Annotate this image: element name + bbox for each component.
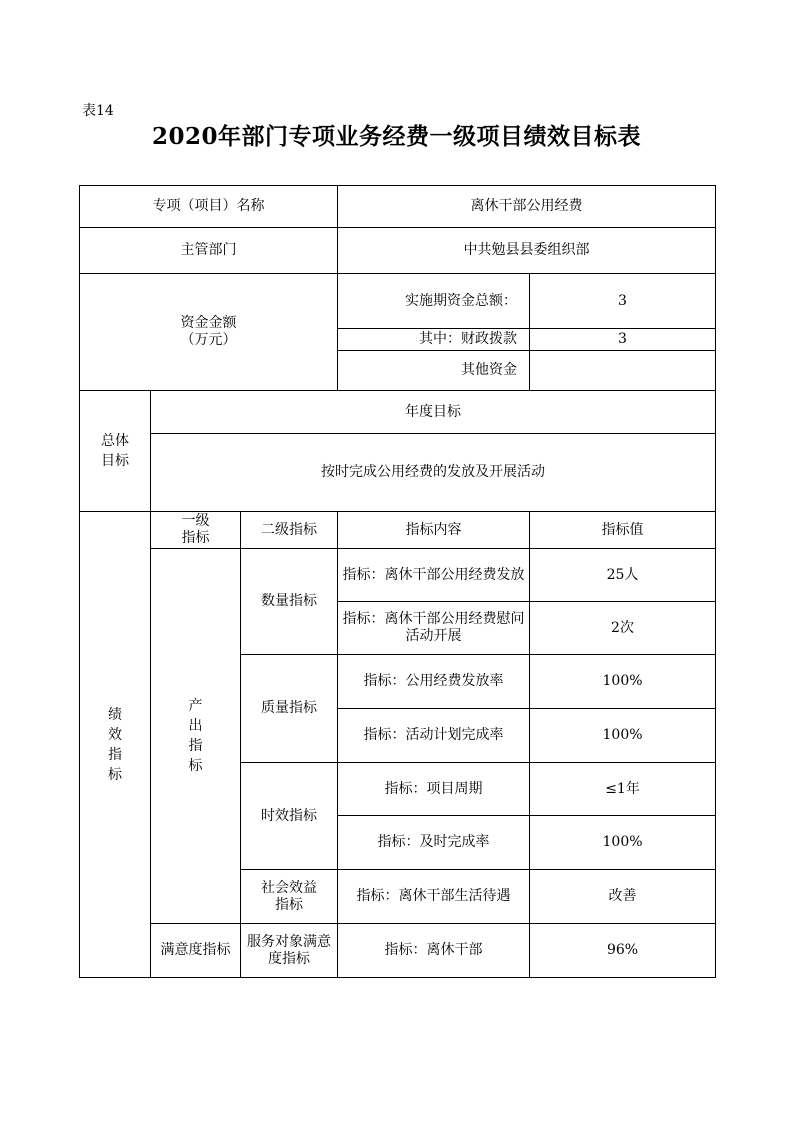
department-value: 中共勉县县委组织部: [338, 228, 716, 274]
indicator-value: 2次: [530, 602, 716, 655]
col-content-header: 指标内容: [338, 512, 530, 549]
indicator-value: 改善: [530, 870, 716, 924]
fund-amount-label: [80, 274, 338, 391]
overall-target-label: 总体目标: [80, 391, 151, 512]
fund-total-label: 实施期资金总额：: [338, 274, 530, 329]
quality-indicator-label: 质量指标: [241, 655, 338, 763]
indicator-value: 100%: [530, 709, 716, 763]
project-name-label: 专项（项目）名称: [80, 186, 338, 228]
satisfaction-indicator-label: 满意度指标: [151, 924, 241, 978]
project-name-value: 离休干部公用经费: [338, 186, 716, 228]
indicator-content: 指标：公用经费发放率: [338, 655, 530, 709]
fund-amount-label-line2: （万元）: [180, 332, 237, 348]
fund-fiscal-label: 其中：财政拨款: [338, 329, 530, 351]
output-indicator-label: 产出指标: [151, 549, 241, 924]
col-level1-header: 一级指标: [151, 512, 241, 549]
annual-target-value: 按时完成公用经费的发放及开展活动: [151, 434, 716, 512]
indicator-content: 指标：离休干部公用经费慰问活动开展: [338, 602, 530, 655]
fund-other-label: 其他资金: [338, 351, 530, 391]
indicator-content: 指标：项目周期: [338, 763, 530, 816]
indicator-value: 100%: [530, 816, 716, 870]
annual-target-label: 年度目标: [151, 391, 716, 434]
indicator-value: ≤1年: [530, 763, 716, 816]
fund-total-value: 3: [530, 274, 716, 329]
service-satisfaction-indicator-label: 服务对象满意度指标: [241, 924, 338, 978]
page-title: 2020年部门专项业务经费一级项目绩效目标表: [151, 123, 641, 150]
fund-fiscal-value: 3: [530, 329, 716, 351]
col-level2-header: 二级指标: [241, 512, 338, 549]
col-value-header: 指标值: [530, 512, 716, 549]
timeliness-indicator-label: 时效指标: [241, 763, 338, 870]
indicator-value: 100%: [530, 655, 716, 709]
indicator-content: 指标：离休干部生活待遇: [338, 870, 530, 924]
indicator-content: 指标：及时完成率: [338, 816, 530, 870]
indicator-value: 96%: [530, 924, 716, 978]
table-number: 表14: [82, 103, 114, 119]
indicator-content: 指标：离休干部公用经费发放: [338, 549, 530, 602]
fund-other-value: [530, 351, 716, 391]
quantity-indicator-label: 数量指标: [241, 549, 338, 655]
fund-amount-label-line1: 资金金额: [180, 315, 237, 331]
social-benefit-indicator-label: 社会效益指标: [241, 870, 338, 924]
indicator-content: 指标：活动计划完成率: [338, 709, 530, 763]
performance-indicator-label: 绩效指标: [80, 512, 151, 978]
indicator-value: 25人: [530, 549, 716, 602]
performance-target-table: [79, 185, 716, 978]
indicator-content: 指标：离休干部: [338, 924, 530, 978]
department-label: 主管部门: [80, 228, 338, 274]
